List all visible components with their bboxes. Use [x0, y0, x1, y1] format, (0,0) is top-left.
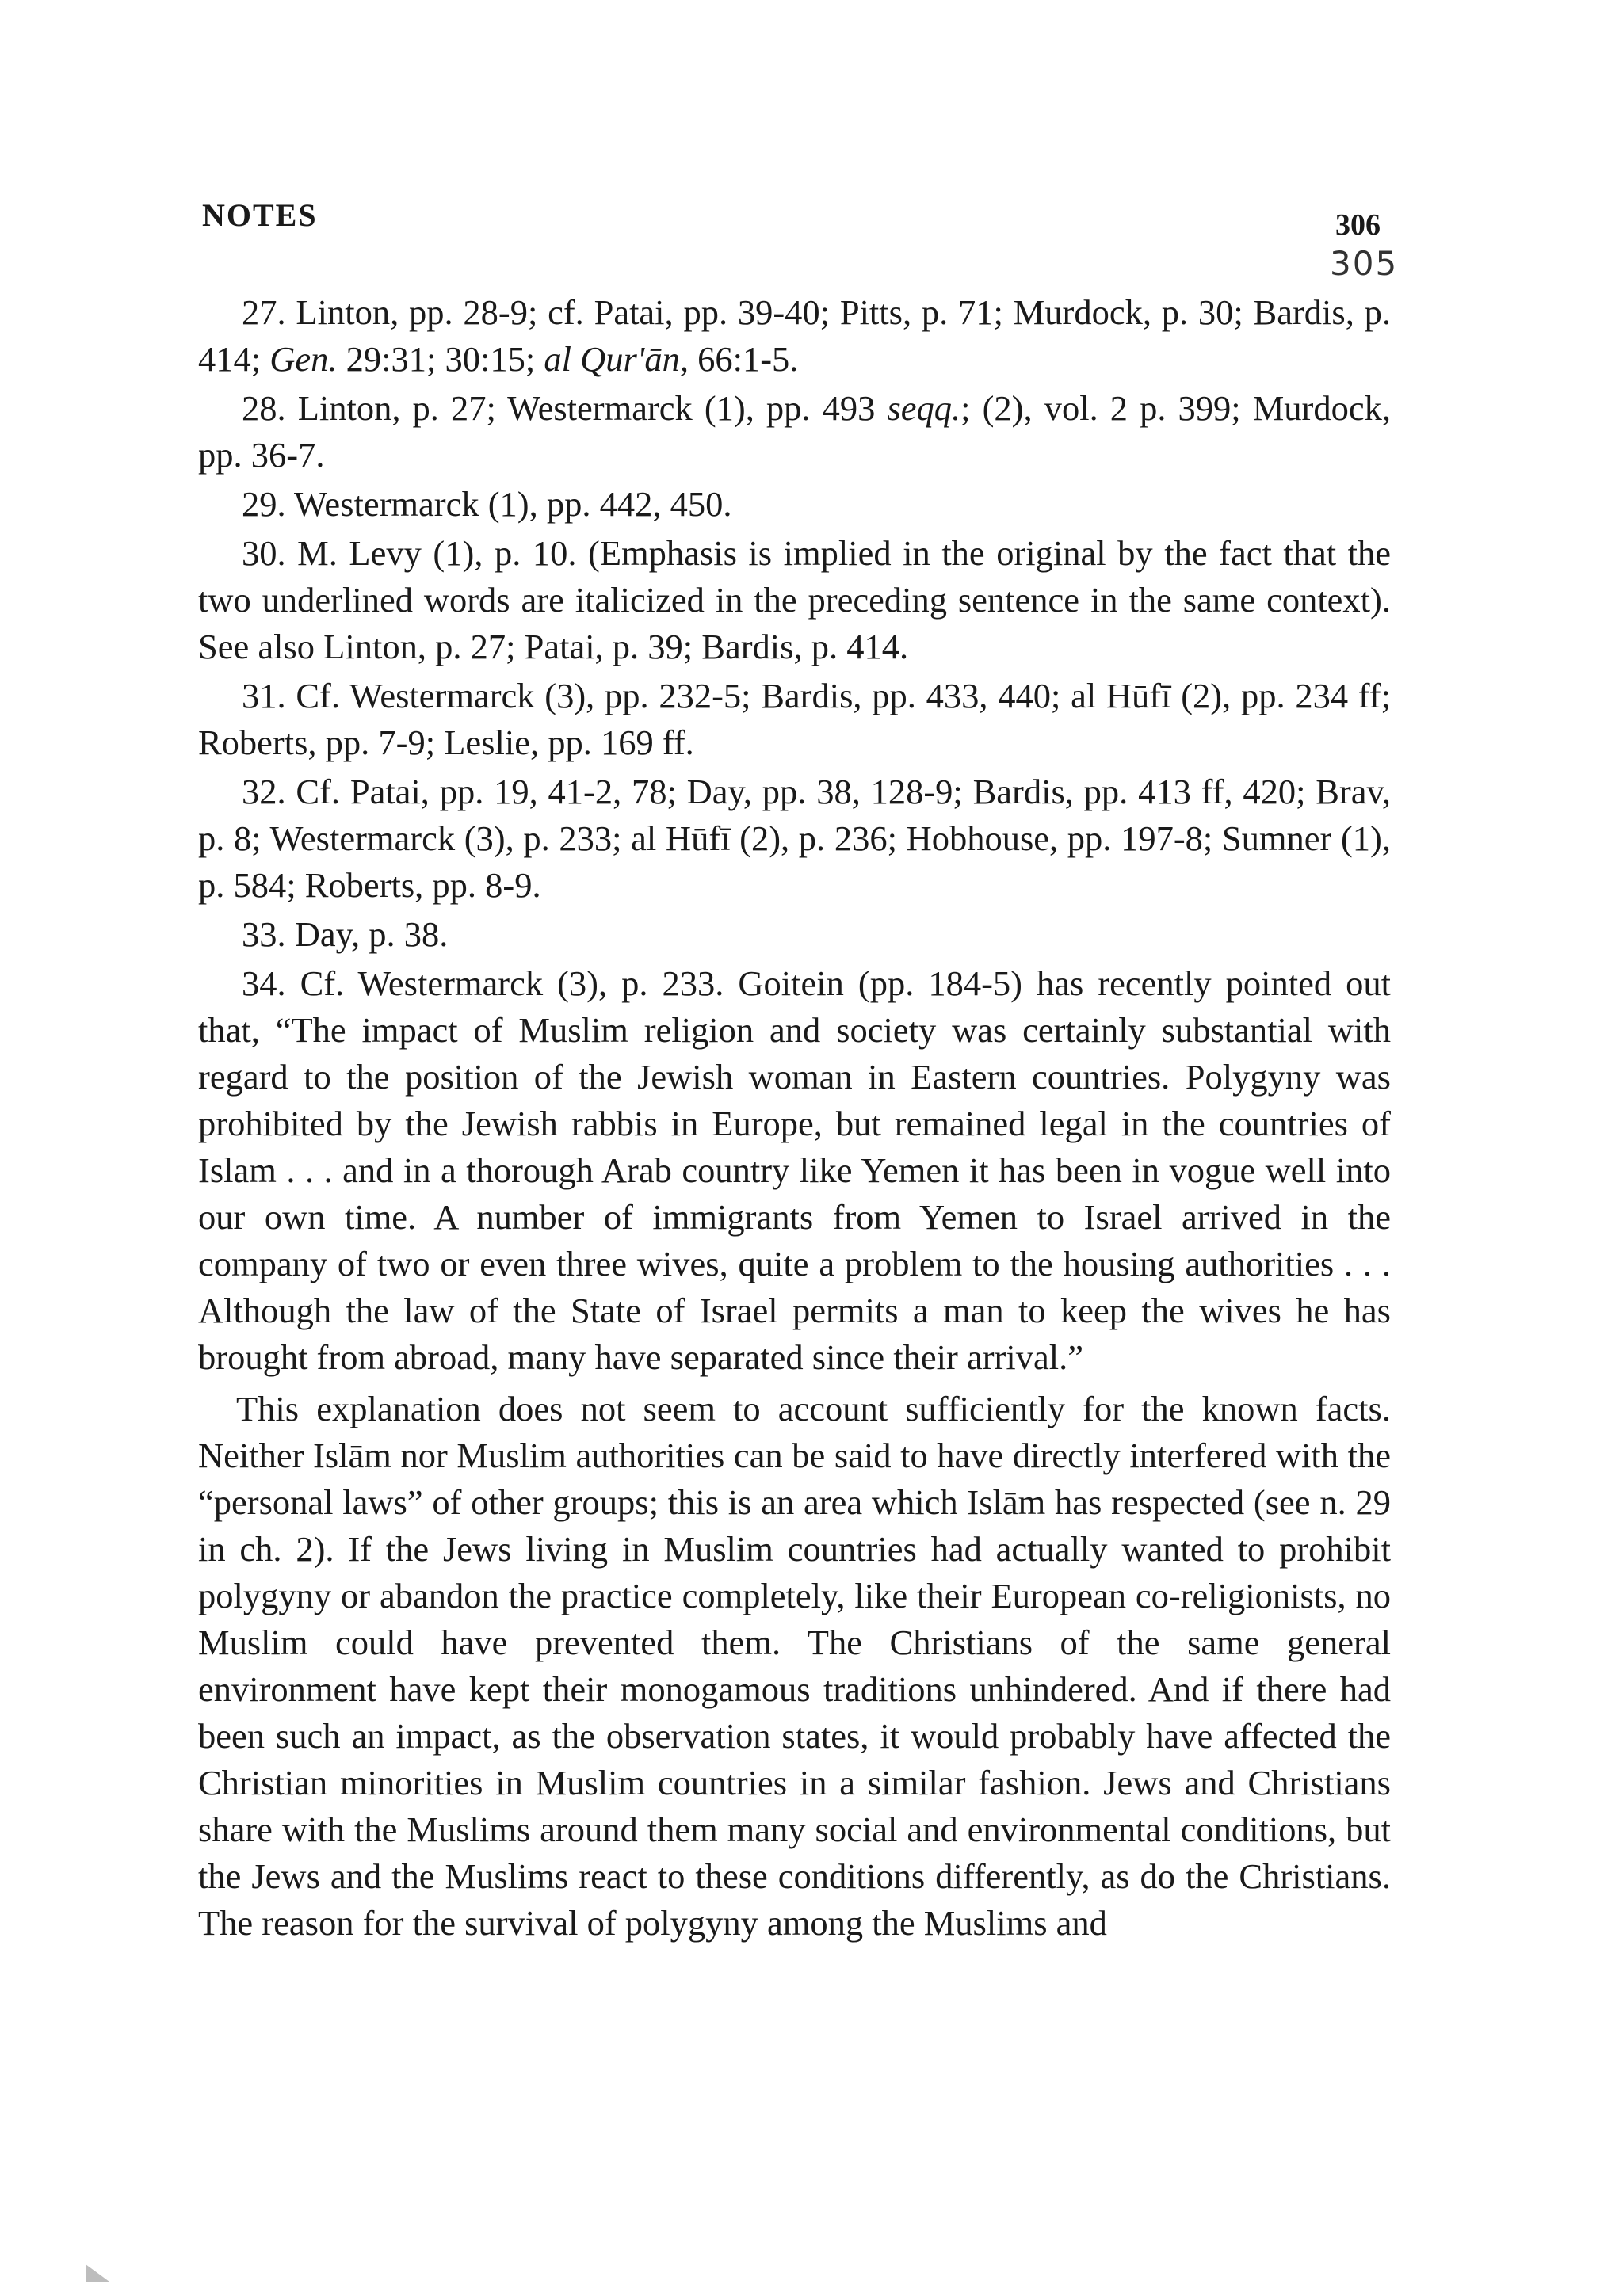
page-number-handwritten: 305 [1330, 244, 1399, 283]
footnote-text-segment: ; (2), vol. 2 p. 399; Murdock, pp. 36-7. [198, 388, 1391, 475]
footnote [198, 960, 1391, 1381]
footnote-italic-segment: al Qur'ān, [544, 339, 689, 379]
footnote-text-segment: 29. Westermarck (1), pp. 442, 450. [242, 484, 732, 524]
page-number-printed: 306 [1335, 208, 1381, 242]
footnote-text-segment: 33. Day, p. 38. [242, 914, 449, 954]
continuation-paragraph: This explanation does not seem to account sufficiently for the known facts. Neither Islām nor Muslim authorities can be said to have directly interfered with the “personal laws” of other groups; this is an area which Islām has respected (see n. 29 in ch. 2). If the Jews living in Muslim countries had actually wanted to prohibit polygyny or abandon the practice completely, like their European co-religionists, no Muslim could have prevented them. The Christians of the same general environment have kept their monogamous traditions unhindered. And if there had been such an impact, as the observation states, it would probably have affected the Christian minorities in Muslim countries in a similar fashion. Jews and Christians share with the Muslims around them many social and environmental conditions, but the Jews and the Muslims react to these conditions differently, as do the Christians. The reason for the survival of polygyny among the Muslims and [198, 1389, 1391, 1943]
footnote-italic-segment: seqq. [887, 388, 961, 428]
notes-list [198, 289, 1391, 1381]
running-head: NOTES [202, 197, 318, 233]
footnote [198, 289, 1391, 383]
footnote-text-segment: 28. Linton, p. 27; Westermarck (1), pp. 493 [242, 388, 888, 428]
footnote-text-segment: 66:1-5. [688, 339, 799, 379]
footnote [198, 481, 1391, 528]
footnote-text-segment: 30. M. Levy (1), p. 10. (Emphasis is implied in the original by the fact that the two underlined words are italicized in the preceding sentence in the same context). See also Linton, p. 27; Patai, p. 39; Bardis, p. 414. [198, 533, 1391, 666]
footnote-text-segment: 32. Cf. Patai, pp. 19, 41-2, 78; Day, pp. 38, 128-9; Bardis, pp. 413 ff, 420; Brav, p. 8; Westermarck (3), p. 233; al Hūfī (2), p. 236; Hobhouse, pp. 197-8; Sumner (1), p. 584; Roberts, pp. 8-9. [198, 772, 1391, 905]
footnote [198, 769, 1391, 909]
footnote-text-segment: 31. Cf. Westermarck (3), pp. 232-5; Bardis, pp. 433, 440; al Hūfī (2), pp. 234 ff; Roberts, pp. 7-9; Leslie, pp. 169 ff. [198, 676, 1391, 762]
footnote [198, 911, 1391, 958]
footnote-text-segment: 27. Linton, pp. 28-9; cf. Patai, pp. 39-40; Pitts, p. 71; Murdock, p. 30; Bardis, p. 414; [198, 292, 1391, 379]
footnote [198, 673, 1391, 766]
footnote [198, 385, 1391, 479]
footnote-text-segment: 34. Cf. Westermarck (3), p. 233. Goitein (pp. 184-5) has recently pointed out that, “The impact of Muslim religion and society was certainly substantial with regard to the position of the Jewish woman in Eastern countries. Polygyny was prohibited by the Jewish rabbis in Europe, but remained legal in the countries of Islam . . . and in a thorough Arab country like Yemen it has been in vogue well into our own time. A number of immigrants from Yemen to Israel arrived in the company of two or even three wives, quite a problem to the housing authorities . . . Although the law of the State of Israel permits a man to keep the wives he has brought from abroad, many have separated since their arrival.” [198, 963, 1391, 1377]
footnote-text-segment: 29:31; 30:15; [337, 339, 544, 379]
scan-corner-mark [86, 2264, 109, 2282]
footnote [198, 530, 1391, 670]
footnote-italic-segment: Gen. [269, 339, 338, 379]
notes-body [198, 289, 1391, 1947]
